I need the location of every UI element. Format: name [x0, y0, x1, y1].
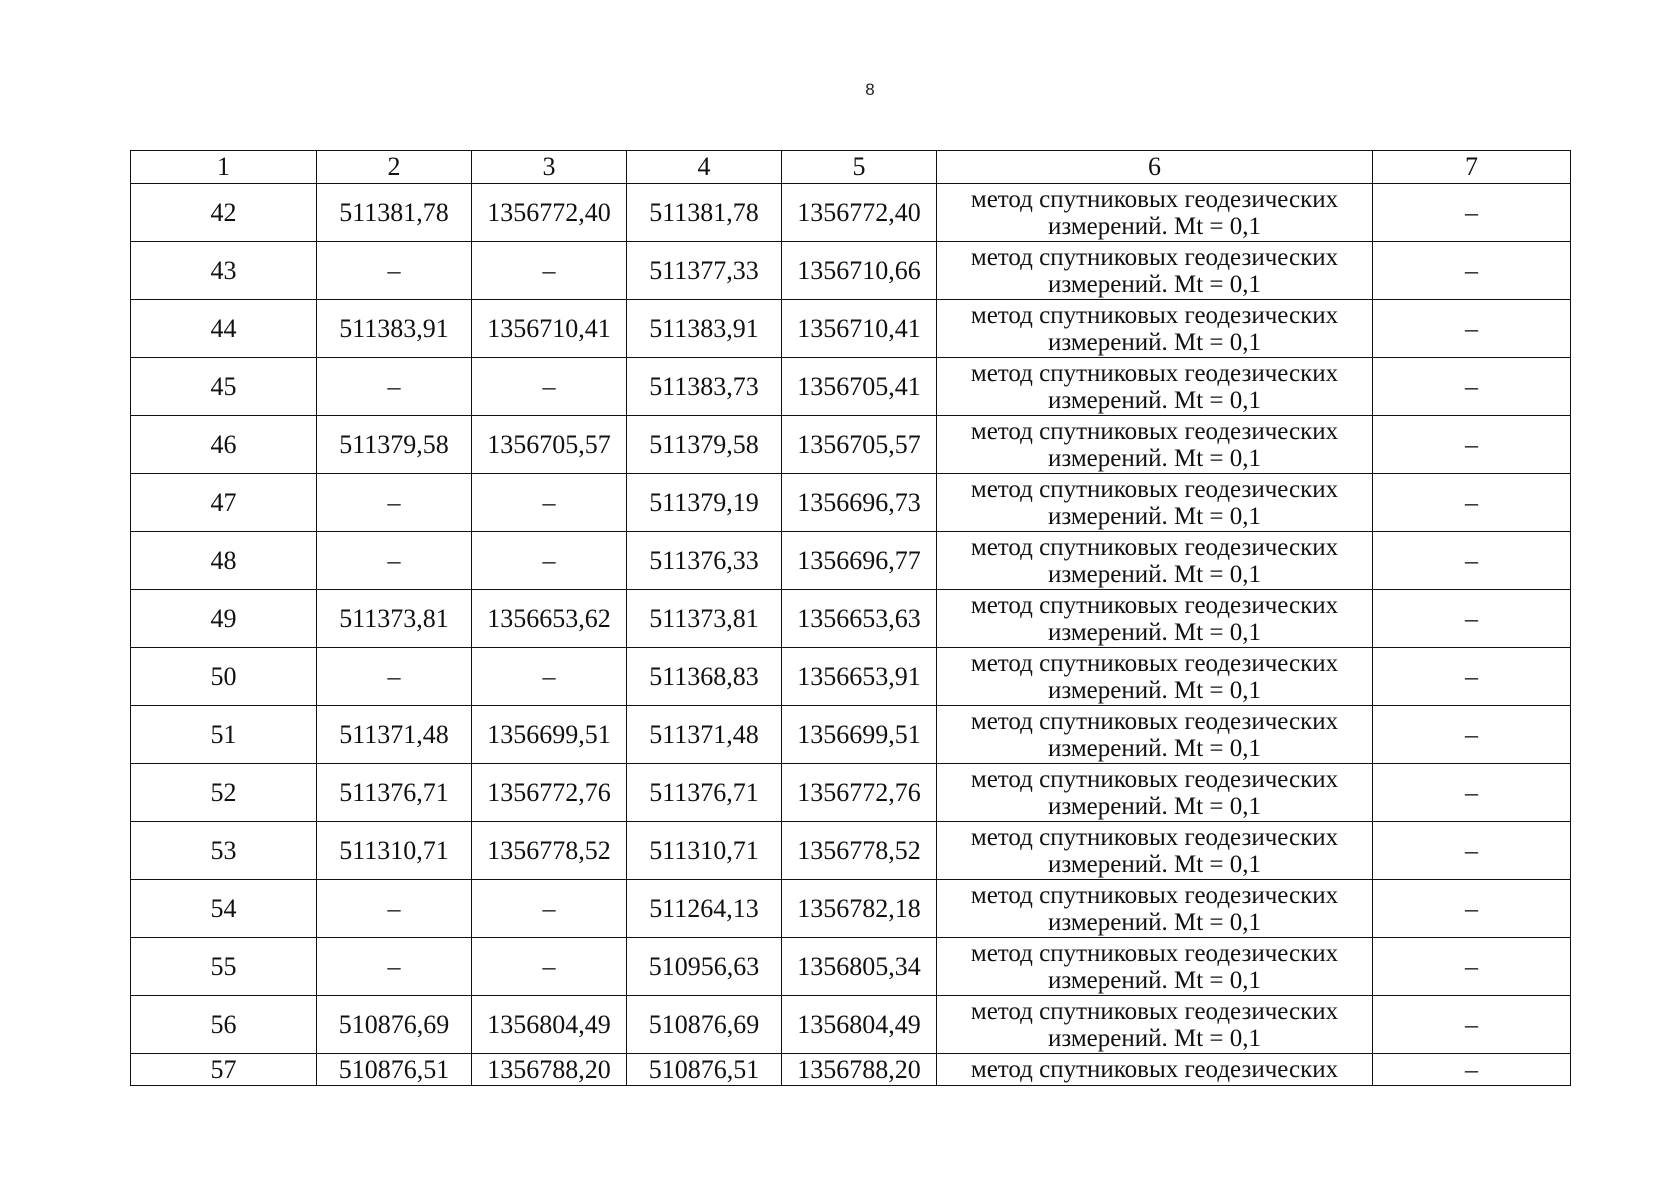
- coord-cell: –: [317, 474, 472, 532]
- coord-cell: 1356772,40: [782, 184, 937, 242]
- method-text-line: измерений. Mt = 0,1: [1047, 212, 1262, 240]
- method-text-line: измерений. Mt = 0,1: [1047, 792, 1262, 820]
- coord-cell: 1356778,52: [782, 822, 937, 880]
- method-cell: [937, 532, 1373, 590]
- coord-cell: 511379,58: [627, 416, 782, 474]
- coord-cell: 1356653,62: [472, 590, 627, 648]
- method-text-line: метод спутниковых геодезических: [970, 359, 1339, 387]
- method-text-line: метод спутниковых геодезических: [970, 707, 1339, 735]
- method-cell: [937, 996, 1373, 1054]
- notes-cell: –: [1373, 938, 1571, 996]
- coord-cell: 1356710,66: [782, 242, 937, 300]
- coord-cell: –: [472, 242, 627, 300]
- method-cell: [937, 242, 1373, 300]
- coord-cell: 511376,33: [627, 532, 782, 590]
- method-cell: [937, 1054, 1373, 1086]
- notes-cell: –: [1373, 474, 1571, 532]
- method-text-line: измерений. Mt = 0,1: [1047, 618, 1262, 646]
- method-text-line: метод спутниковых геодезических: [970, 939, 1339, 967]
- coord-cell: 511383,91: [317, 300, 472, 358]
- method-text-line: метод спутниковых геодезических: [970, 417, 1339, 445]
- coord-cell: 1356788,20: [472, 1054, 627, 1086]
- column-header: 4: [627, 151, 782, 184]
- column-header: 1: [131, 151, 317, 184]
- point-number-cell: 43: [131, 242, 317, 300]
- coord-cell: 511379,58: [317, 416, 472, 474]
- table-body: [131, 184, 1571, 1086]
- notes-cell: –: [1373, 416, 1571, 474]
- table-row: [131, 706, 1571, 764]
- column-header: 7: [1373, 151, 1571, 184]
- coord-cell: 1356699,51: [782, 706, 937, 764]
- table-row: [131, 764, 1571, 822]
- method-text-line: метод спутниковых геодезических: [970, 823, 1339, 851]
- point-number-cell: 54: [131, 880, 317, 938]
- column-header: 3: [472, 151, 627, 184]
- coord-cell: 511371,48: [317, 706, 472, 764]
- method-text-line: измерений. Mt = 0,1: [1047, 328, 1262, 356]
- notes-cell: –: [1373, 648, 1571, 706]
- method-cell: [937, 358, 1373, 416]
- coord-cell: 1356653,91: [782, 648, 937, 706]
- method-cell: [937, 938, 1373, 996]
- method-text-line: измерений. Mt = 0,1: [1047, 966, 1262, 994]
- coord-cell: 510876,69: [627, 996, 782, 1054]
- coord-cell: 1356772,76: [782, 764, 937, 822]
- coord-cell: 1356653,63: [782, 590, 937, 648]
- method-cell: [937, 416, 1373, 474]
- table-header-row: [131, 151, 1571, 184]
- method-text-line: метод спутниковых геодезических: [970, 301, 1339, 329]
- coord-cell: 1356696,73: [782, 474, 937, 532]
- coord-cell: 511383,73: [627, 358, 782, 416]
- notes-cell: –: [1373, 996, 1571, 1054]
- coord-cell: 511379,19: [627, 474, 782, 532]
- coord-cell: –: [317, 532, 472, 590]
- method-text-line: измерений. Mt = 0,1: [1047, 908, 1262, 936]
- point-number-cell: 47: [131, 474, 317, 532]
- table-row: [131, 648, 1571, 706]
- table-row: [131, 880, 1571, 938]
- notes-cell: –: [1373, 822, 1571, 880]
- coord-cell: 511368,83: [627, 648, 782, 706]
- method-text-line: измерений. Mt = 0,1: [1047, 1024, 1262, 1052]
- point-number-cell: 44: [131, 300, 317, 358]
- coord-cell: 1356772,76: [472, 764, 627, 822]
- method-text-line: измерений. Mt = 0,1: [1047, 676, 1262, 704]
- table-row: [131, 1054, 1571, 1086]
- coord-cell: 1356705,41: [782, 358, 937, 416]
- notes-cell: –: [1373, 242, 1571, 300]
- coord-cell: 511373,81: [317, 590, 472, 648]
- notes-cell: –: [1373, 706, 1571, 764]
- coord-cell: 1356804,49: [472, 996, 627, 1054]
- method-cell: [937, 764, 1373, 822]
- coord-cell: –: [317, 242, 472, 300]
- coord-cell: 1356710,41: [782, 300, 937, 358]
- coord-cell: 1356788,20: [782, 1054, 937, 1086]
- coord-cell: 1356710,41: [472, 300, 627, 358]
- coord-cell: 510876,51: [627, 1054, 782, 1086]
- coord-cell: –: [472, 880, 627, 938]
- notes-cell: –: [1373, 358, 1571, 416]
- notes-cell: –: [1373, 300, 1571, 358]
- column-header: 5: [782, 151, 937, 184]
- coord-cell: 1356782,18: [782, 880, 937, 938]
- point-number-cell: 56: [131, 996, 317, 1054]
- method-text-line: метод спутниковых геодезических: [970, 185, 1339, 213]
- coord-cell: 1356804,49: [782, 996, 937, 1054]
- coord-cell: 511371,48: [627, 706, 782, 764]
- point-number-cell: 46: [131, 416, 317, 474]
- method-text-line: метод спутниковых геодезических: [970, 591, 1339, 619]
- method-cell: [937, 706, 1373, 764]
- method-text-line: измерений. Mt = 0,1: [1047, 850, 1262, 878]
- coord-cell: 511376,71: [317, 764, 472, 822]
- notes-cell: –: [1373, 764, 1571, 822]
- coord-cell: 1356805,34: [782, 938, 937, 996]
- coord-cell: 510956,63: [627, 938, 782, 996]
- method-text-line: метод спутниковых геодезических: [970, 997, 1339, 1025]
- coord-cell: 1356699,51: [472, 706, 627, 764]
- coord-cell: 511376,71: [627, 764, 782, 822]
- method-cell: [937, 300, 1373, 358]
- point-number-cell: 53: [131, 822, 317, 880]
- table-row: [131, 358, 1571, 416]
- method-text-line: измерений. Mt = 0,1: [1047, 386, 1262, 414]
- method-text-line: метод спутниковых геодезических: [970, 243, 1339, 271]
- method-text-line: метод спутниковых геодезических: [970, 881, 1339, 909]
- table-row: [131, 590, 1571, 648]
- point-number-cell: 45: [131, 358, 317, 416]
- coord-cell: –: [317, 880, 472, 938]
- notes-cell: –: [1373, 532, 1571, 590]
- coord-cell: –: [472, 358, 627, 416]
- method-text-line: измерений. Mt = 0,1: [1047, 734, 1262, 762]
- method-text-line: метод спутниковых геодезических: [970, 1056, 1339, 1083]
- method-text-line: измерений. Mt = 0,1: [1047, 502, 1262, 530]
- method-cell: [937, 184, 1373, 242]
- method-text-line: измерений. Mt = 0,1: [1047, 560, 1262, 588]
- coord-cell: –: [472, 648, 627, 706]
- table-row: [131, 996, 1571, 1054]
- coord-cell: 511310,71: [627, 822, 782, 880]
- coord-cell: 1356705,57: [782, 416, 937, 474]
- coord-cell: 1356705,57: [472, 416, 627, 474]
- coord-cell: 1356772,40: [472, 184, 627, 242]
- notes-cell: –: [1373, 880, 1571, 938]
- coord-cell: 1356778,52: [472, 822, 627, 880]
- point-number-cell: 49: [131, 590, 317, 648]
- method-text-line: метод спутниковых геодезических: [970, 649, 1339, 677]
- method-cell: [937, 880, 1373, 938]
- method-text-line: измерений. Mt = 0,1: [1047, 444, 1262, 472]
- point-number-cell: 48: [131, 532, 317, 590]
- coord-cell: 511377,33: [627, 242, 782, 300]
- coord-cell: 511264,13: [627, 880, 782, 938]
- table-row: [131, 242, 1571, 300]
- coord-cell: –: [317, 938, 472, 996]
- point-number-cell: 51: [131, 706, 317, 764]
- coord-cell: 511310,71: [317, 822, 472, 880]
- coord-cell: –: [472, 474, 627, 532]
- column-header: 2: [317, 151, 472, 184]
- table-row: [131, 938, 1571, 996]
- coordinates-table: [130, 150, 1571, 1086]
- table-row: [131, 300, 1571, 358]
- coord-cell: 510876,69: [317, 996, 472, 1054]
- column-header: 6: [937, 151, 1373, 184]
- table-row: [131, 416, 1571, 474]
- coord-cell: –: [317, 358, 472, 416]
- method-cell: [937, 648, 1373, 706]
- method-cell: [937, 590, 1373, 648]
- coord-cell: 511383,91: [627, 300, 782, 358]
- point-number-cell: 50: [131, 648, 317, 706]
- notes-cell: –: [1373, 590, 1571, 648]
- coord-cell: 1356696,77: [782, 532, 937, 590]
- coord-cell: –: [472, 532, 627, 590]
- coord-cell: 511381,78: [317, 184, 472, 242]
- table-row: [131, 184, 1571, 242]
- point-number-cell: 52: [131, 764, 317, 822]
- coord-cell: 510876,51: [317, 1054, 472, 1086]
- point-number-cell: 55: [131, 938, 317, 996]
- coord-cell: –: [472, 938, 627, 996]
- method-text-line: метод спутниковых геодезических: [970, 475, 1339, 503]
- coord-cell: 511373,81: [627, 590, 782, 648]
- coord-cell: –: [317, 648, 472, 706]
- method-text-line: измерений. Mt = 0,1: [1047, 270, 1262, 298]
- point-number-cell: 42: [131, 184, 317, 242]
- point-number-cell: 57: [131, 1054, 317, 1086]
- page-number: 8: [865, 80, 875, 99]
- coord-cell: 511381,78: [627, 184, 782, 242]
- method-cell: [937, 474, 1373, 532]
- notes-cell: –: [1373, 184, 1571, 242]
- table-row: [131, 532, 1571, 590]
- method-text-line: метод спутниковых геодезических: [970, 765, 1339, 793]
- table-row: [131, 474, 1571, 532]
- table-row: [131, 822, 1571, 880]
- method-cell: [937, 822, 1373, 880]
- method-text-line: метод спутниковых геодезических: [970, 533, 1339, 561]
- notes-cell: –: [1373, 1054, 1571, 1086]
